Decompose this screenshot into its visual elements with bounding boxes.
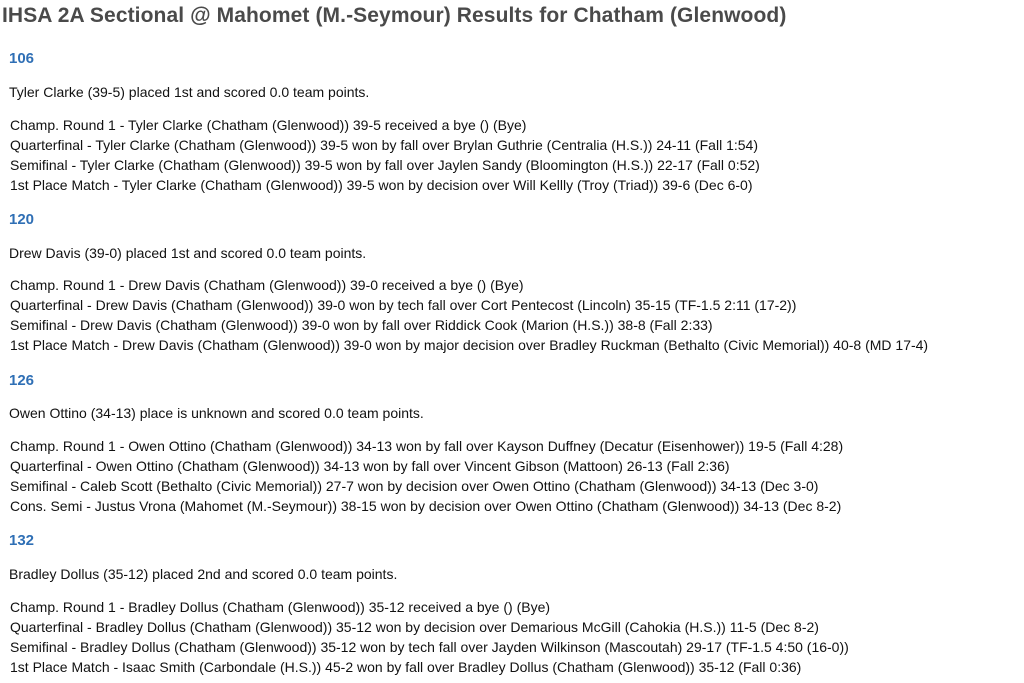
weight-class-heading: 126 — [9, 372, 35, 389]
match-result: Semifinal - Tyler Clarke (Chatham (Glenwood)) 39-5 won by fall over Jaylen Sandy (Bloomington (H.S.)) 22-17 (Fall 0:52) — [10, 157, 760, 173]
page-title: IHSA 2A Sectional @ Mahomet (M.-Seymour) Results for Chatham (Glenwood) — [2, 4, 787, 27]
match-list — [10, 275, 928, 355]
match-result: Quarterfinal - Owen Ottino (Chatham (Glenwood)) 34-13 won by fall over Vincent Gibson (Mattoon) 26-13 (Fall 2:36) — [10, 458, 730, 474]
weight-class-heading: 120 — [9, 211, 35, 228]
match-result: 1st Place Match - Isaac Smith (Carbondale (H.S.)) 45-2 won by fall over Bradley Dollus (Chatham (Glenwood)) 35-12 (Fall 0:36) — [10, 659, 802, 675]
wrestler-summary: Owen Ottino (34-13) place is unknown and scored 0.0 team points. — [9, 405, 424, 421]
match-result: 1st Place Match - Drew Davis (Chatham (Glenwood)) 39-0 won by major decision over Bradley Ruckman (Bethalto (Civic Memorial)) 40-8 (MD 17-4) — [10, 337, 929, 353]
wrestler-summary: Tyler Clarke (39-5) placed 1st and scored 0.0 team points. — [9, 84, 370, 100]
match-result: Cons. Semi - Justus Vrona (Mahomet (M.-Seymour)) 38-15 won by decision over Owen Ottino (Chatham (Glenwood)) 34-13 (Dec 8-2) — [10, 498, 842, 514]
match-result: Quarterfinal - Bradley Dollus (Chatham (Glenwood)) 35-12 won by decision over Demarious McGill (Cahokia (H.S.)) 11-5 (Dec 8-2) — [10, 619, 819, 635]
match-result: Quarterfinal - Drew Davis (Chatham (Glenwood)) 39-0 won by tech fall over Cort Pentecost (Lincoln) 35-15 (TF-1.5 2:11 (17-2)) — [10, 297, 797, 313]
match-result: 1st Place Match - Tyler Clarke (Chatham (Glenwood)) 39-5 won by decision over Will Kellly (Troy (Triad)) 39-6 (Dec 6-0) — [10, 177, 753, 193]
match-result: Champ. Round 1 - Bradley Dollus (Chatham (Glenwood)) 35-12 received a bye () (Bye) — [10, 599, 551, 615]
weight-class-heading: 106 — [9, 50, 35, 67]
match-list — [10, 115, 760, 195]
match-list — [10, 436, 843, 516]
match-result: Champ. Round 1 - Tyler Clarke (Chatham (Glenwood)) 39-5 received a bye () (Bye) — [10, 117, 527, 133]
wrestler-summary: Bradley Dollus (35-12) placed 2nd and scored 0.0 team points. — [9, 566, 398, 582]
match-result: Semifinal - Drew Davis (Chatham (Glenwood)) 39-0 won by fall over Riddick Cook (Marion (H.S.)) 38-8 (Fall 2:33) — [10, 317, 713, 333]
match-result: Semifinal - Bradley Dollus (Chatham (Glenwood)) 35-12 won by tech fall over Jayden Wilkinson (Mascoutah) 29-17 (TF-1.5 4:50 (16-0)) — [10, 639, 849, 655]
match-result: Champ. Round 1 - Owen Ottino (Chatham (Glenwood)) 34-13 won by fall over Kayson Duffney (Decatur (Eisenhower)) 19-5 (Fall 4:28) — [10, 438, 844, 454]
match-list — [10, 597, 849, 677]
match-result: Champ. Round 1 - Drew Davis (Chatham (Glenwood)) 39-0 received a bye () (Bye) — [10, 277, 524, 293]
match-result: Quarterfinal - Tyler Clarke (Chatham (Glenwood)) 39-5 won by fall over Brylan Guthrie (Centralia (H.S.)) 24-11 (Fall 1:54) — [10, 137, 758, 153]
match-result: Semifinal - Caleb Scott (Bethalto (Civic Memorial)) 27-7 won by decision over Owen Ottino (Chatham (Glenwood)) 34-13 (Dec 3-0) — [10, 478, 819, 494]
weight-class-heading: 132 — [9, 532, 35, 549]
wrestler-summary: Drew Davis (39-0) placed 1st and scored 0.0 team points. — [9, 245, 367, 261]
